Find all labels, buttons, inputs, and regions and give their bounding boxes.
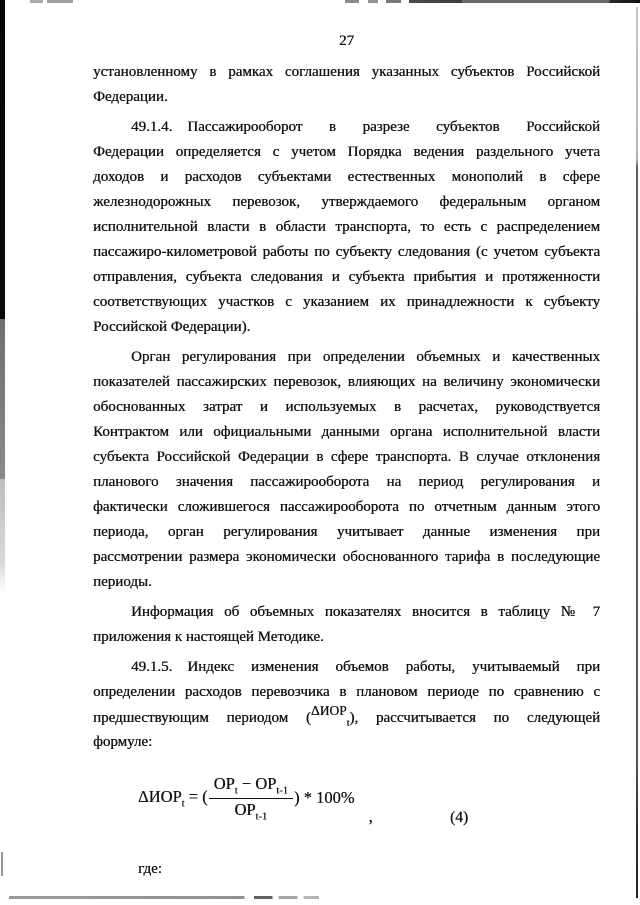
text-line: Контрактом или официальными данными органа исполнительной власти — [93, 424, 600, 440]
text-line: показателей пассажирских перевозок, влияющих на величину экономически — [93, 374, 600, 390]
text-line: периоды. — [93, 574, 152, 590]
text-line: Орган регулирования при определении объемных и качественных — [131, 349, 600, 365]
text-line: планового значения пассажирооборота на период регулирования и — [93, 474, 600, 490]
scan-artifact-bottom-edge — [9, 896, 319, 899]
paragraph — [93, 60, 600, 110]
text-line: субъекта Российской Федерации в сфере транспорта. В случае отклонения — [93, 449, 600, 465]
formula-4 — [138, 769, 600, 827]
paragraph — [93, 345, 600, 595]
text-line: Информация об объемных показателях вносится в таблицу № 7 — [131, 604, 600, 620]
text-line: 49.1.5. Индекс изменения объемов работы, учитываемый при — [131, 659, 600, 675]
formula-numerator: $ОР_t - ОР_{t-1}$ — [209, 774, 293, 798]
formula-comma: , — [368, 807, 373, 826]
paragraph — [93, 655, 600, 755]
text-line: исполнительной власти в области транспорта, то есть с распределением — [93, 219, 600, 235]
text-line: рассмотрении размера экономически обоснованного тарифа в последующие — [93, 549, 600, 565]
text-line: Федерации определяется с учетом Порядка ведения раздельного учета — [93, 144, 600, 160]
page-number: 27 — [339, 33, 354, 49]
text-line: отправления, субъекта следования и субъекта прибытия и протяженности — [93, 269, 600, 285]
formula-tail: ) * 100% — [293, 788, 355, 807]
paragraph — [93, 600, 600, 650]
inline-formula-symbol: ΔИОР — [310, 703, 347, 718]
text-line: формуле: — [93, 734, 153, 750]
text-line: пассажиро-километровой работы по субъекту следования (с учетом субъекта — [93, 244, 600, 260]
formula-denominator: $ОР_{t-1}$ — [234, 799, 268, 822]
text-line: определении расходов перевозчика в плановом периоде по сравнению с — [93, 684, 600, 700]
text-line: фактически сложившегося пассажирооборота по отчетным данным этого — [93, 499, 600, 515]
where-label: где: — [138, 861, 162, 877]
text-line: железнодорожных перевозок, утверждаемого федеральным органом — [93, 194, 600, 210]
text-line: соответствующих участков с указанием их принадлежности к субъекту — [93, 294, 600, 310]
paragraph — [93, 115, 600, 340]
formula-fraction — [209, 774, 293, 822]
text-line: доходов и расходов субъектами естественных монополий в сфере — [93, 169, 600, 185]
text-line: 49.1.4. Пассажирооборот в разрезе субъектов Российской — [131, 119, 600, 135]
text-line: периода, орган регулирования учитывает данные изменения при — [93, 524, 600, 540]
paragraphs — [93, 60, 600, 755]
text-line: приложения к настоящей Методике. — [93, 629, 324, 645]
equation-number: (4) — [450, 809, 469, 826]
text-line: Российской Федерации). — [93, 319, 251, 335]
text-line: предшествующим периодом $(\Delta ИОР_t)$, рассчитывается по следующей — [93, 703, 600, 729]
text-line: Федерации. — [93, 89, 168, 105]
text-line: установленному в рамках соглашения указанных субъектов Российской — [93, 64, 600, 80]
formula-lhs: $\Delta ИОР_t$ = ( — [138, 786, 208, 810]
text-line: обоснованных затрат и используемых в расчетах, руководствуется — [93, 399, 600, 415]
